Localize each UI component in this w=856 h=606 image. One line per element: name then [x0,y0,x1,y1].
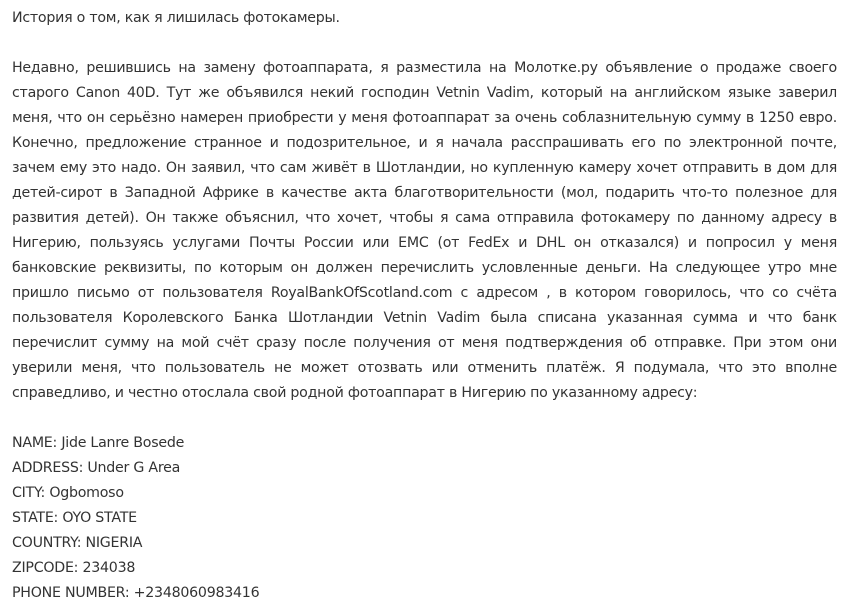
detail-country: COUNTRY: NIGERIA [12,535,143,551]
article [12,6,837,606]
article-title: История о том, как я лишилась фотокамеры. [12,10,340,26]
detail-phone-number: PHONE NUMBER: +2348060983416 [12,585,260,601]
detail-name: NAME: Jide Lanre Bosede [12,435,185,451]
detail-state: STATE: OYO STATE [12,510,137,526]
detail-zipcode: ZIPCODE: 234038 [12,560,136,576]
article-paragraph: Недавно, решившись на замену фотоаппарата, я разместила на Молотке.ру объявление о продаже своего старого Canon 40D. Тут же объявился некий господин Vetnin Vadim, который на английском языке заверил меня, что он серьёзно намерен приобрести у меня фотоаппарат за очень соблазнительную сумму в 1250 евро. Конечно, предложение странное и подозрительное, и я начала расспрашивать его по электронной почте, зачем ему это надо. Он заявил, что сам живёт в Шотландии, но купленную камеру хочет отправить в дом для детей-сирот в Западной Африке в качестве акта благотворительности (мол, подарить что-то полезное для развития детей). Он также объяснил, что хочет, чтобы я сама отправила фотокамеру по данному адресу в Нигерию, пользуясь услугами Почты России или EMC (от FedEx и DHL он отказался) и попросил у меня банковские реквизиты, по которым он должен перечислить условленные деньги. На следующее утро мне пришло письмо от пользователя RoyalBankOfScotland.com с адресом , в котором говорилось, что со счёта пользователя Королевского Банка Шотландии Vetnin Vadim была списана указанная сумма и что банк перечислит сумму на мой счёт сразу после получения от меня подтверждения об отправке. При этом они уверили меня, что пользователь не может отозвать или отменить платёж. Я подумала, что это вполне справедливо, и честно отослала свой родной фотоаппарат в Нигерию по указанному адресу: [12,60,837,401]
detail-city: CITY: Ogbomoso [12,485,124,501]
detail-address: ADDRESS: Under G Area [12,460,181,476]
address-details [12,431,837,606]
